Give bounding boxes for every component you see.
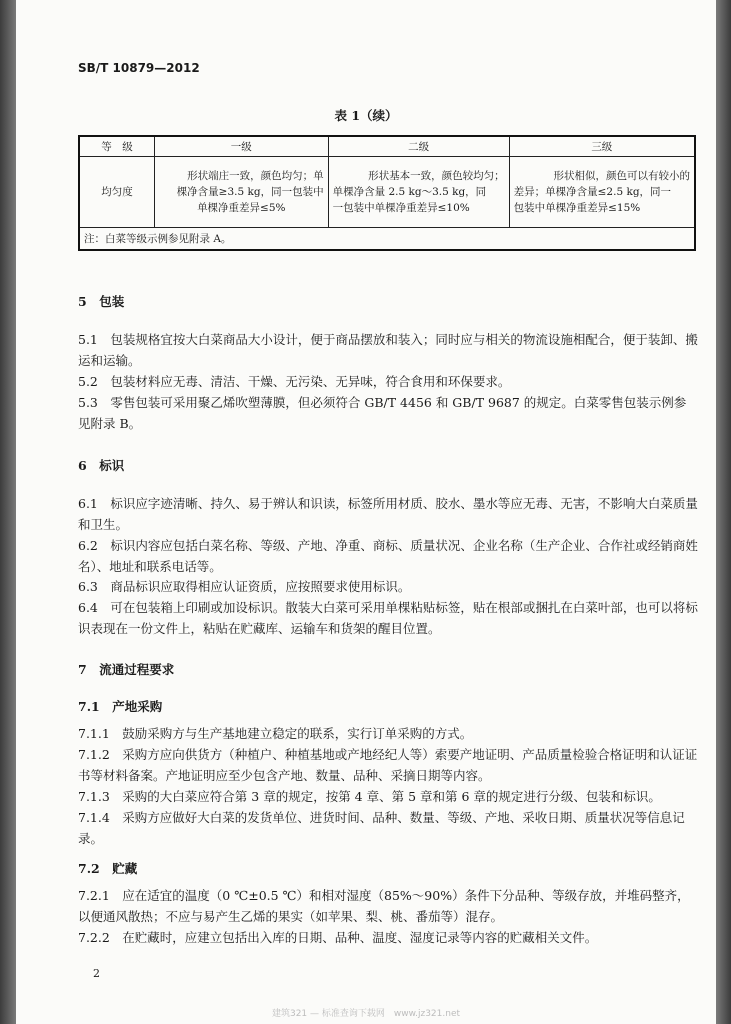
page-number: 2 — [93, 967, 100, 980]
section-7-heading: 7 流通过程要求 — [78, 662, 175, 677]
header-grade: 等 级 — [79, 136, 155, 157]
cell-line: 一包装中单棵净重差异≤10% — [332, 202, 470, 214]
section-5-heading: 5 包装 — [78, 294, 125, 309]
table-title: 表 1（续） — [334, 108, 398, 123]
section-6-heading: 6 标识 — [78, 458, 125, 473]
standard-code: SB/T 10879—2012 — [78, 61, 200, 75]
row-label-uniformity: 均匀度 — [79, 157, 155, 228]
clause-7-1-3: 7.1.3 采购的大白菜应符合第 3 章的规定，按第 4 章、第 5 章和第 6 章的规定进行分级、包装和标识。 — [78, 789, 661, 804]
cell-line: 棵净含量≥3.5 kg，同一包装中 — [176, 186, 324, 198]
clause-7-1-4: 7.1.4 采购方应做好大白菜的发货单位、进货时间、品种、数量、等级、产地、采收日期、质量状况等信息记录。 — [78, 810, 685, 846]
table-header-row — [79, 136, 695, 157]
header-grade-3: 三级 — [509, 136, 695, 157]
cell-line: 单棵净含量 2.5 kg～3.5 kg，同 — [332, 186, 487, 198]
clause-5-1: 5.1 包装规格宜按大白菜商品大小设计，便于商品摆放和装入；同时应与相关的物流设施相配合，便于装卸、搬运和运输。 — [78, 332, 698, 368]
clause-5-3: 5.3 零售包装可采用聚乙烯吹塑薄膜，但必须符合 GB/T 4456 和 GB/T 9687 的规定。白菜零售包装示例参见附录 B。 — [78, 395, 687, 431]
clause-6-3: 6.3 商品标识应取得相应认证资质，应按照要求使用标识。 — [78, 579, 411, 594]
cell-grade-1 — [155, 157, 329, 228]
section-7-1-heading: 7.1 产地采购 — [78, 699, 163, 714]
grade-table — [78, 135, 696, 251]
table-note: 注：白菜等级示例参见附录 A。 — [79, 228, 695, 251]
clause-7-2-2: 7.2.2 在贮藏时，应建立包括出入库的日期、品种、温度、湿度记录等内容的贮藏相关文件。 — [78, 930, 598, 945]
cell-line: 形状端庄一致，颜色均匀；单 — [187, 170, 324, 182]
cell-line: 包装中单棵净重差异≤15% — [513, 202, 641, 214]
viewer-left-margin — [0, 0, 16, 1024]
clause-6-1: 6.1 标识应字迹清晰、持久、易于辨认和识读，标签所用材质、胶水、墨水等应无毒、无害，不影响大白菜质量和卫生。 — [78, 496, 698, 532]
cell-grade-3 — [509, 157, 695, 228]
cell-line: 差异；单棵净含量≤2.5 kg，同一 — [513, 186, 672, 198]
cell-grade-2 — [328, 157, 509, 228]
clause-7-2-1: 7.2.1 应在适宜的温度（0 ℃±0.5 ℃）和相对湿度（85%～90%）条件下分品种、等级存放，并堆码整齐，以便通风散热；不应与易产生乙烯的果实（如苹果、梨、桃、番茄等）混存。 — [78, 888, 690, 924]
cell-line: 单棵净重差异≤5% — [197, 202, 286, 214]
clause-6-4: 6.4 可在包装箱上印刷或加设标识。散装大白菜可采用单棵粘贴标签，贴在根部或捆扎在白菜叶部，也可以将标识表现在一份文件上，粘贴在贮藏库、运输车和货架的醒目位置。 — [78, 600, 698, 636]
table-row — [79, 157, 695, 228]
table-note-row — [79, 228, 695, 251]
clause-7-1-2: 7.1.2 采购方应向供货方（种植户、种植基地或产地经纪人等）索要产地证明、产品质量检验合格证明和认证证书等材料备案。产地证明应至少包含产地、数量、品种、采摘日期等内容。 — [78, 747, 698, 783]
clause-6-2: 6.2 标识内容应包括白菜名称、等级、产地、净重、商标、质量状况、企业名称（生产企业、合作社或经销商姓名）、地址和联系电话等。 — [78, 538, 698, 574]
header-grade-2: 二级 — [328, 136, 509, 157]
clause-5-2: 5.2 包装材料应无毒、清洁、干燥、无污染、无异味，符合食用和环保要求。 — [78, 374, 511, 389]
viewer-right-margin — [716, 0, 731, 1024]
cell-line: 形状基本一致，颜色较均匀； — [368, 170, 505, 182]
watermark: 建筑321 — 标准查询下载网 www.jz321.net — [271, 1009, 461, 1019]
document-page — [16, 0, 716, 1024]
clause-7-1-1: 7.1.1 鼓励采购方与生产基地建立稳定的联系，实行订单采购的方式。 — [78, 726, 473, 741]
header-grade-1: 一级 — [155, 136, 329, 157]
cell-line: 形状相似，颜色可以有较小的 — [553, 170, 690, 182]
section-7-2-heading: 7.2 贮藏 — [78, 861, 138, 876]
